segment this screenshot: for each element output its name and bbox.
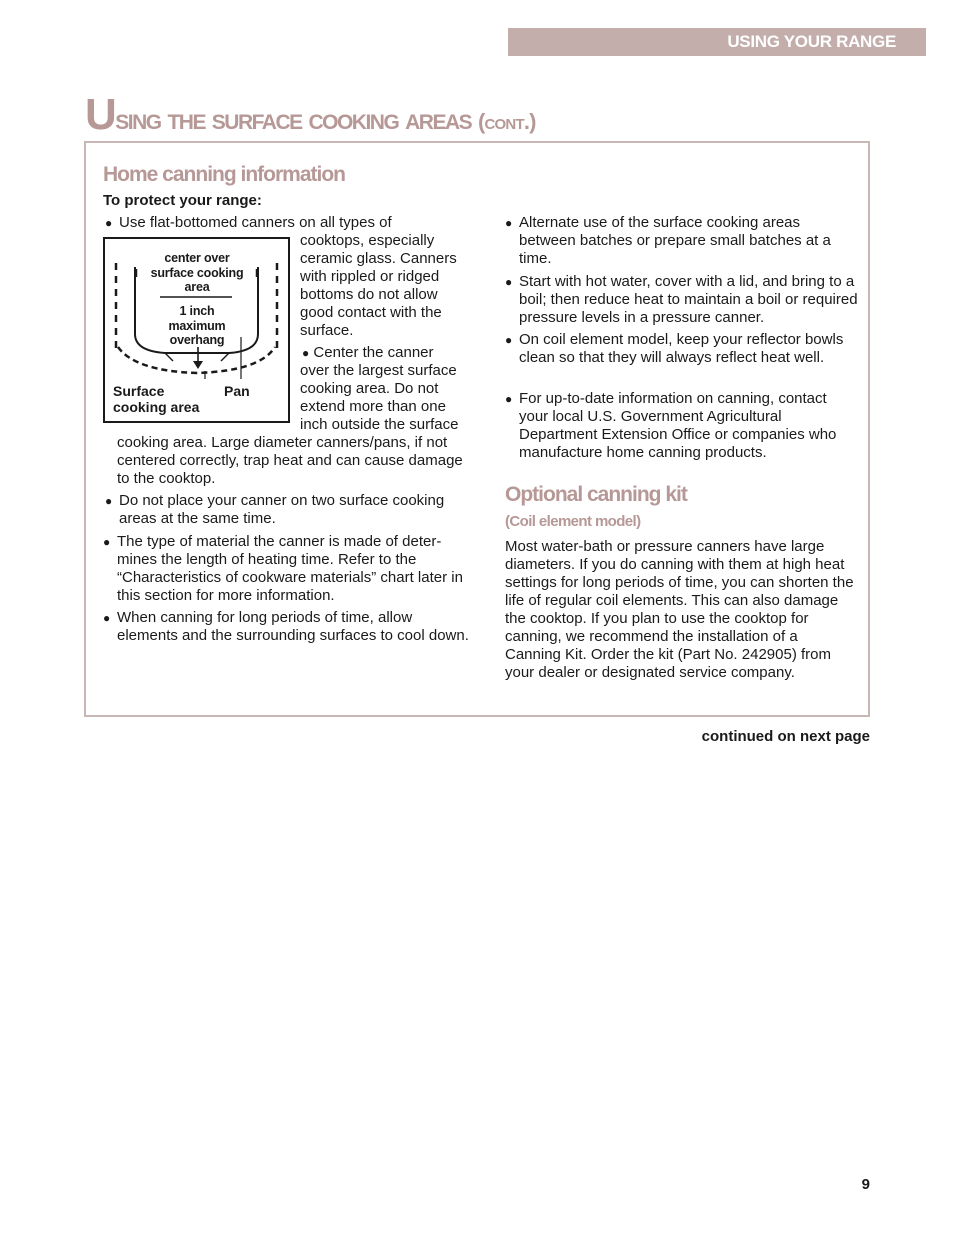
text-line: bottoms do not allow bbox=[300, 286, 438, 303]
diagram-label-line: cooking area bbox=[113, 399, 200, 415]
text-segment: Center the canner bbox=[313, 344, 434, 361]
text-line: ceramic glass. Canners bbox=[300, 250, 457, 267]
page-title-cont: (cont.) bbox=[478, 109, 536, 134]
bullet-text: The type of material the canner is made of deter-mines the length of heating time. Refer to the “Characteristics of cookware materials” chart later in this section for more information. bbox=[117, 533, 463, 604]
bullet-dot: ● bbox=[105, 216, 113, 230]
bullet-text: For up-to-date information on canning, contact your local U.S. Government Agricultural Department Extension Office or companies who manufacture home canning products. bbox=[519, 390, 837, 461]
optional-kit-title: Optional canning kit bbox=[505, 483, 687, 506]
diagram-label-center bbox=[139, 251, 255, 295]
bullet-text: Use flat-bottomed canners on all types of bbox=[119, 214, 392, 231]
diagram-label-line: area bbox=[184, 280, 210, 294]
diagram-label-line: surface cooking bbox=[150, 265, 244, 280]
optional-kit-body: Most water-bath or pressure canners have large diameters. If you do canning with them at high heat settings for long periods of time, you can shorten the life of regular coil elements. This can also damage the cooktop. If you plan to use the cooktop for canning, we recommend the installation of a Canning Kit. Order the kit (Part No. 242905) from your dealer or designated service company. bbox=[505, 538, 854, 681]
text-line: good contact with the bbox=[300, 304, 442, 321]
page-title-text: sing the surface cooking areas bbox=[115, 103, 472, 136]
text-line: extend more than one bbox=[300, 398, 446, 415]
diagram-label-line: maximum bbox=[168, 318, 226, 333]
text-line bbox=[300, 344, 475, 362]
bullet-two-surfaces bbox=[105, 492, 477, 528]
diagram-label-overhang bbox=[149, 304, 245, 348]
text-line: cooking area. Do not bbox=[300, 380, 439, 397]
bullet-text: When canning for long periods of time, allow elements and the surrounding surfaces to cool down. bbox=[117, 609, 469, 644]
bullet-text: Do not place your canner on two surface cooking areas at the same time. bbox=[119, 492, 445, 527]
text-line: over the largest surface bbox=[300, 362, 457, 379]
text-line: cooktops, especially bbox=[300, 232, 435, 249]
diagram-label-pan: Pan bbox=[224, 383, 250, 399]
section-header-band bbox=[508, 28, 926, 56]
bullet-material bbox=[103, 533, 477, 605]
diagram-label-line: Surface bbox=[113, 383, 165, 399]
bullet-dot: ● bbox=[105, 494, 113, 508]
diagram-label-line: center over bbox=[164, 251, 230, 265]
bullet-flat-bottomed-wrap bbox=[300, 232, 475, 340]
bullet-flat-bottomed bbox=[105, 214, 475, 232]
bullet-text: Alternate use of the surface cooking areas between batches or prepare small batches at a time. bbox=[519, 214, 831, 267]
bullet-dot: ● bbox=[505, 392, 513, 406]
text-line: surface. bbox=[300, 322, 354, 339]
home-canning-title: Home canning information bbox=[103, 163, 346, 186]
page-title bbox=[85, 92, 536, 145]
bullet-center-canner-rest bbox=[117, 434, 477, 488]
bullet-dot: ● bbox=[103, 611, 111, 625]
bullet-text: cooking area. Large diameter canners/pans, if not centered correctly, trap heat and can cause damage to the cooktop. bbox=[117, 434, 463, 487]
text-line: inch outside the surface bbox=[300, 416, 459, 433]
bullet-alternate bbox=[505, 214, 860, 268]
page-title-initial: U bbox=[85, 90, 116, 139]
bullet-center-canner-wrap bbox=[300, 344, 475, 434]
diagram-label-line: overhang bbox=[169, 333, 225, 347]
bullet-hot-water bbox=[505, 273, 860, 327]
bullet-dot: ● bbox=[103, 535, 111, 549]
bullet-up-to-date bbox=[505, 390, 860, 462]
bullet-dot: ● bbox=[505, 216, 513, 230]
bullet-text: Start with hot water, cover with a lid, and bring to a boil; then reduce heat to maintain a boil or required pressure levels in a pressure canner. bbox=[519, 273, 858, 326]
canner-diagram bbox=[103, 237, 290, 423]
text-line: with rippled or ridged bbox=[300, 268, 440, 285]
section-header-label: USING YOUR RANGE bbox=[727, 32, 896, 51]
optional-kit-subtitle: (Coil element model) bbox=[505, 513, 641, 530]
diagram-label-line: 1 inch bbox=[179, 304, 215, 318]
bullet-dot: ● bbox=[505, 333, 513, 347]
bullet-text: On coil element model, keep your reflector bowls clean so that they will always reflect heat well. bbox=[519, 331, 844, 366]
bullet-dot: ● bbox=[505, 275, 513, 289]
bullet-cool-down bbox=[103, 609, 477, 645]
protect-label: To protect your range: bbox=[103, 192, 262, 209]
continued-note: continued on next page bbox=[701, 728, 870, 745]
bullet-reflector bbox=[505, 331, 860, 367]
diagram-label-surface bbox=[113, 383, 199, 415]
page-number: 9 bbox=[861, 1176, 870, 1193]
bullet-dot: ● bbox=[302, 346, 310, 360]
